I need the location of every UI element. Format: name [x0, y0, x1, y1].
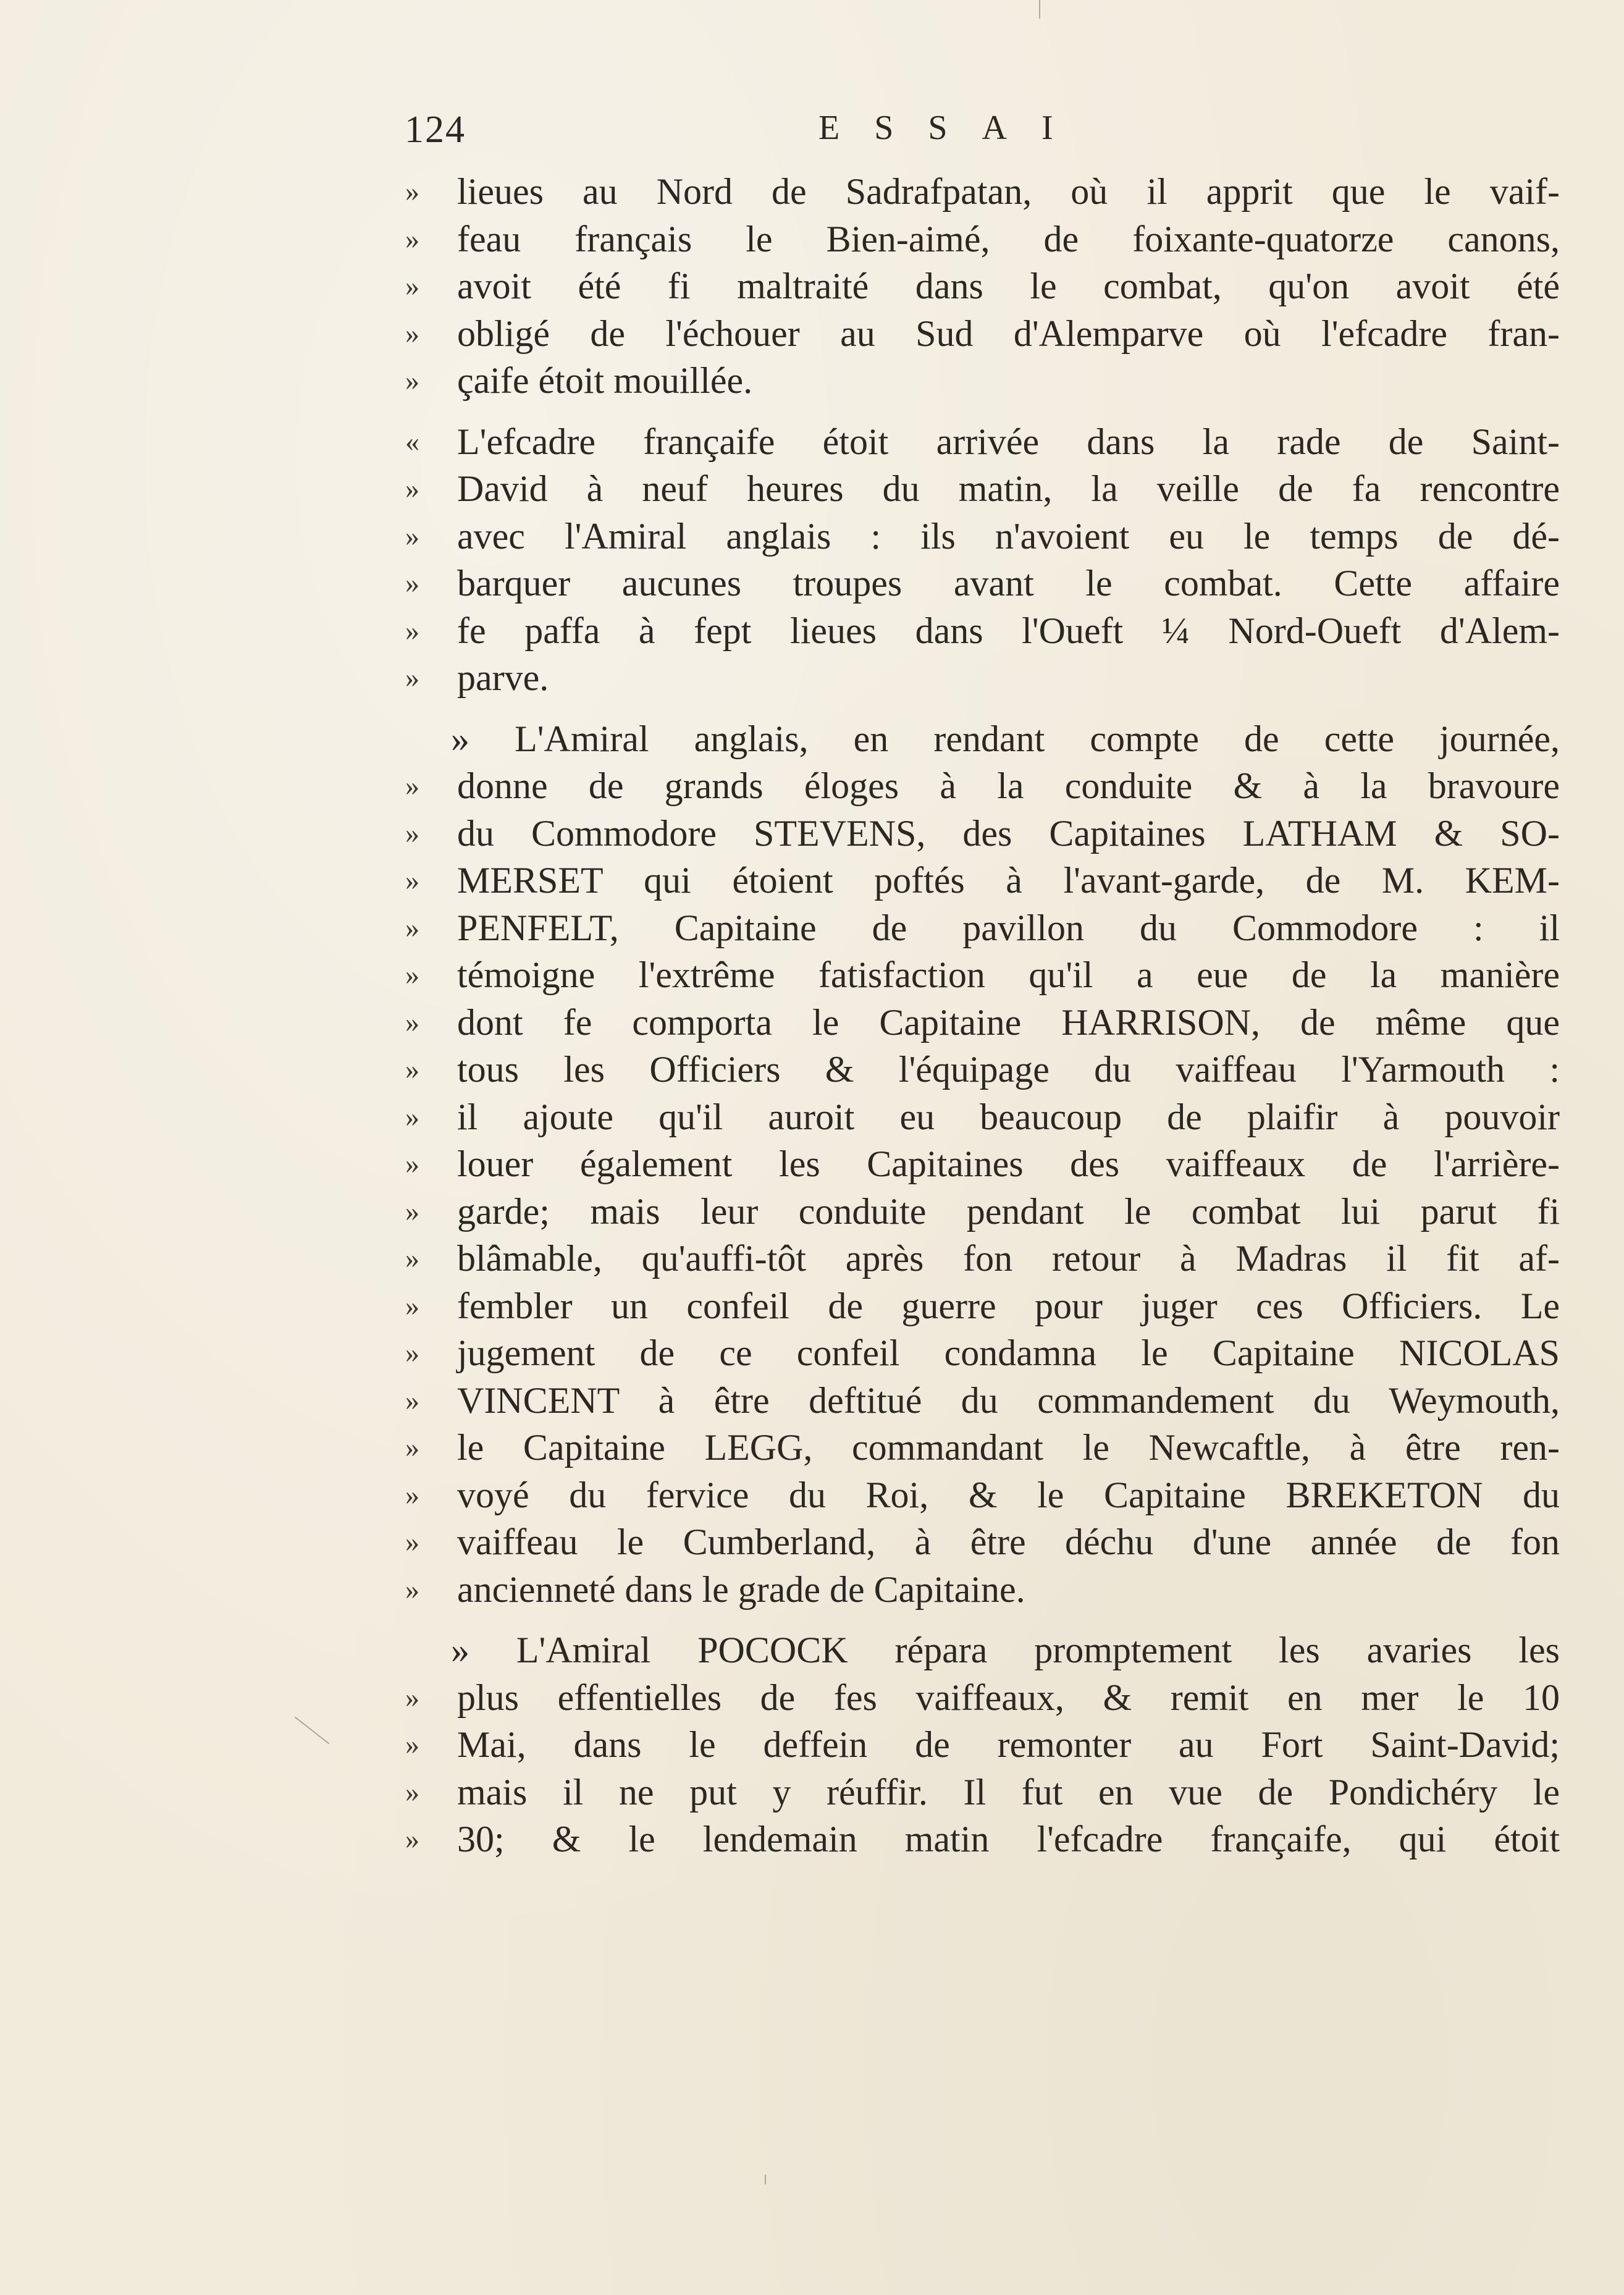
- quote-mark: »: [405, 817, 419, 849]
- line-text: tous les Officiers & l'équipage du vaiffeau l'Yarmouth :: [457, 1049, 1560, 1090]
- line-text: il ajoute qu'il auroit eu beaucoup de plaifir à pouvoir: [457, 1096, 1560, 1137]
- line-text: avec l'Amiral anglais : ils n'avoient eu le temps de dé-: [457, 515, 1560, 557]
- quote-mark: »: [405, 1526, 419, 1557]
- text-line: [395, 1472, 1560, 1519]
- text-line: [395, 762, 1560, 810]
- text-line: [395, 1627, 1560, 1674]
- quote-mark: »: [405, 911, 419, 943]
- line-text: louer également les Capitaines des vaiffeaux de l'arrière-: [457, 1143, 1560, 1184]
- text-line: [395, 1721, 1560, 1769]
- line-text: L'efcadre françaife étoit arrivée dans la rade de Saint-: [457, 421, 1560, 462]
- quote-mark: »: [405, 1384, 419, 1416]
- quote-mark: »: [405, 1100, 419, 1132]
- line-text: Mai, dans le deffein de remonter au Fort Saint-David;: [457, 1724, 1560, 1765]
- quote-mark: »: [405, 270, 419, 301]
- quote-mark: »: [405, 1573, 419, 1605]
- text-line: [395, 1329, 1560, 1377]
- line-text: lieues au Nord de Sadrafpatan, où il apprit que le vaif-: [457, 171, 1560, 212]
- line-text: feau français le Bien-aimé, de foixante-quatorze canons,: [457, 218, 1560, 259]
- text-line: [395, 1140, 1560, 1188]
- line-text: donne de grands éloges à la conduite & à la bravoure: [457, 765, 1560, 806]
- text-line: [395, 357, 1560, 405]
- text-line: [395, 999, 1560, 1046]
- line-text: David à neuf heures du matin, la veille de fa rencontre: [457, 468, 1560, 509]
- quote-mark: »: [405, 317, 419, 349]
- text-line: [395, 904, 1560, 952]
- quote-mark: »: [405, 1478, 419, 1510]
- line-text: » L'Amiral POCOCK répara promptement les avaries les: [451, 1630, 1560, 1670]
- quote-mark: »: [405, 1195, 419, 1227]
- quote-mark: »: [405, 1242, 419, 1274]
- running-title: ESSAI: [818, 109, 1088, 147]
- text-line: [395, 1046, 1560, 1093]
- paper-speck: [1039, 0, 1040, 19]
- text-line: [395, 1424, 1560, 1472]
- text-line: [395, 1093, 1560, 1141]
- text-line: [395, 1518, 1560, 1566]
- quote-mark: »: [405, 1337, 419, 1368]
- line-text: du Commodore STEVENS, des Capitaines LATHAM & SO-: [457, 812, 1560, 854]
- line-text: » L'Amiral anglais, en rendant compte de cette journée,: [451, 718, 1560, 759]
- text-line: [395, 513, 1560, 560]
- text-line: [395, 1566, 1560, 1614]
- line-text: barquer aucunes troupes avant le combat. Cette affaire: [457, 563, 1560, 604]
- paper-speck: [765, 2175, 766, 2184]
- line-text: ancienneté dans le grade de Capitaine.: [457, 1569, 1025, 1610]
- text-line: [395, 857, 1560, 904]
- text-line: [395, 465, 1560, 513]
- quote-mark: »: [405, 770, 419, 801]
- text-line: [395, 1674, 1560, 1722]
- text-line: [395, 715, 1560, 763]
- body-text: [395, 168, 1560, 1863]
- text-line: [395, 418, 1560, 466]
- page-number: 124: [405, 109, 466, 151]
- quote-mark: »: [405, 959, 419, 990]
- page-header: [405, 102, 1554, 158]
- quote-mark: »: [405, 614, 419, 646]
- quote-mark: »: [405, 1729, 419, 1760]
- quote-mark: »: [405, 1148, 419, 1179]
- quote-mark: »: [405, 222, 419, 255]
- quote-mark: »: [405, 662, 419, 693]
- line-text: jugement de ce confeil condamna le Capitaine NICOLAS: [457, 1333, 1560, 1373]
- quote-mark: »: [405, 175, 419, 207]
- quote-mark: »: [405, 364, 419, 396]
- quote-mark: »: [405, 1006, 419, 1038]
- quote-mark: »: [405, 473, 419, 504]
- quote-mark: »: [405, 520, 419, 552]
- line-text: fembler un confeil de guerre pour juger ces Officiers. Le: [457, 1285, 1560, 1326]
- text-line: [395, 1235, 1560, 1282]
- text-line: [395, 560, 1560, 607]
- line-text: fe paffa à fept lieues dans l'Oueft ¼ Nord-Oueft d'Alem-: [457, 610, 1560, 651]
- line-text: PENFELT, Capitaine de pavillon du Commodore : il: [457, 907, 1560, 948]
- text-line: [395, 263, 1560, 310]
- line-text: garde; mais leur conduite pendant le combat lui parut fi: [457, 1190, 1560, 1232]
- text-line: [395, 607, 1560, 655]
- text-line: [395, 1282, 1560, 1330]
- quote-mark: »: [405, 864, 419, 896]
- text-line: [395, 1377, 1560, 1425]
- text-line: [395, 1816, 1560, 1863]
- quote-mark: »: [405, 1775, 419, 1808]
- quote-mark: »: [405, 1053, 419, 1085]
- line-text: çaife étoit mouillée.: [457, 360, 753, 401]
- text-line: [395, 1188, 1560, 1236]
- line-text: témoigne l'extrême fatisfaction qu'il a eue de la manière: [457, 954, 1560, 995]
- quote-mark: »: [405, 1823, 419, 1855]
- line-text: blâmable, qu'auffi-tôt après fon retour à Madras il fit af-: [457, 1238, 1560, 1279]
- text-line: [395, 168, 1560, 216]
- line-text: MERSET qui étoient poftés à l'avant-garde, de M. KEM-: [457, 860, 1560, 901]
- text-line: [395, 1769, 1560, 1816]
- text-line: [395, 810, 1560, 857]
- line-text: 30; & le lendemain matin l'efcadre françaife, qui étoit: [457, 1819, 1560, 1859]
- line-text: dont fe comporta le Capitaine HARRISON, de même que: [457, 1001, 1560, 1043]
- line-text: parve.: [457, 657, 549, 698]
- text-line: [395, 216, 1560, 263]
- line-text: plus effentielles de fes vaiffeaux, & remit en mer le 10: [457, 1677, 1560, 1718]
- line-text: voyé du fervice du Roi, & le Capitaine BREKETON du: [457, 1474, 1560, 1515]
- text-line: [395, 951, 1560, 999]
- line-text: le Capitaine LEGG, commandant le Newcaftle, à être ren-: [457, 1427, 1560, 1468]
- quote-mark: »: [405, 567, 419, 599]
- line-text: mais il ne put y réuffir. Il fut en vue de Pondichéry le: [457, 1771, 1560, 1813]
- line-text: VINCENT à être deftitué du commandement du Weymouth,: [457, 1379, 1560, 1421]
- text-line: [395, 310, 1560, 358]
- quote-mark: »: [405, 1289, 419, 1321]
- quote-mark: »: [405, 1681, 419, 1713]
- quote-mark: »: [405, 1431, 419, 1463]
- quote-mark: «: [405, 425, 419, 457]
- line-text: obligé de l'échouer au Sud d'Alemparve où l'efcadre fran-: [457, 313, 1560, 354]
- line-text: avoit été fi maltraité dans le combat, qu'on avoit été: [457, 266, 1560, 306]
- line-text: vaiffeau le Cumberland, à être déchu d'une année de fon: [457, 1522, 1560, 1562]
- text-line: [395, 654, 1560, 702]
